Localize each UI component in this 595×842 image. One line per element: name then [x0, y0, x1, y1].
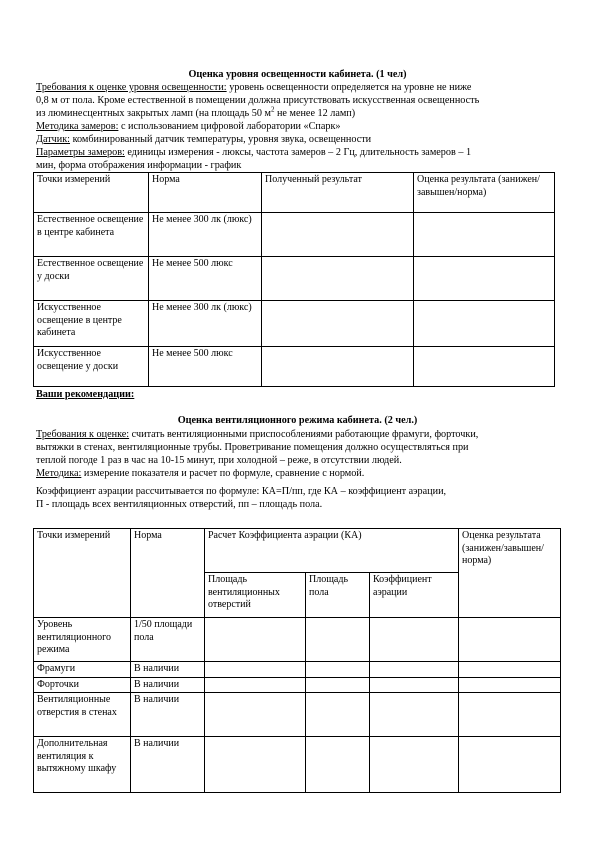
lighting-table-header [34, 173, 555, 213]
point-cell: Дополнительная вентиляция к вытяжному шкафу [34, 737, 131, 793]
table-row [34, 693, 561, 737]
table-row [34, 213, 555, 257]
norm-cell: Не менее 300 лк (люкс) [149, 301, 262, 347]
norm-cell: В наличии [131, 662, 205, 678]
vent-area-input-cell[interactable] [205, 618, 306, 662]
ventilation-method: Методика: измерение показателя и расчет по формуле, сравнение с нормой. [36, 468, 365, 479]
header-cell: Оценка результата (занижен/завышен/норма) [459, 529, 561, 618]
lighting-requirements-label: Требования к оценке уровня освещенности: [36, 82, 227, 93]
header-cell: Точки измерений [34, 173, 149, 213]
point-cell: Искусственное освещение у доски [34, 347, 149, 387]
aeration-formula-line1: Коэффициент аэрации рассчитывается по формуле: КА=П/пп, где КА – коэффициент аэрации, [36, 486, 447, 497]
aeration-coef-input-cell[interactable] [370, 618, 459, 662]
assessment-input-cell[interactable] [414, 213, 555, 257]
lighting-params-line1: Параметры замеров: единицы измерения - люксы, частота замеров – 2 Гц, длительность замеров – 1 [36, 147, 472, 158]
ventilation-requirements-label: Требования к оценке: [36, 429, 130, 440]
assessment-input-cell[interactable] [459, 693, 561, 737]
lighting-requirements-line1: Требования к оценке уровня освещенности: уровень освещенности определяется на уровне не ниже [36, 82, 472, 93]
norm-cell: Не менее 500 люкс [149, 257, 262, 301]
ventilation-requirements-line3: теплой погоде 1 раз в час на 10-15 минут, при холодной – реже, в отсутствии людей. [36, 455, 402, 466]
floor-area-input-cell[interactable] [306, 662, 370, 678]
norm-cell: В наличии [131, 677, 205, 693]
norm-cell: Не менее 300 лк (люкс) [149, 213, 262, 257]
table-row [34, 662, 561, 678]
ventilation-requirements-line2: вытяжки в стенах, вентиляционные трубы. Проветривание помещения должно осуществляться при [36, 442, 469, 453]
header-cell: Норма [131, 529, 205, 618]
header-cell: Расчет Коэффициента аэрации (КА) [205, 529, 459, 573]
aeration-coef-input-cell[interactable] [370, 693, 459, 737]
floor-area-input-cell[interactable] [306, 618, 370, 662]
subheader-cell: Площадь пола [306, 573, 370, 618]
norm-cell: В наличии [131, 737, 205, 793]
aeration-coef-input-cell[interactable] [370, 662, 459, 678]
floor-area-input-cell[interactable] [306, 693, 370, 737]
norm-cell: 1/50 площади пола [131, 618, 205, 662]
assessment-input-cell[interactable] [459, 662, 561, 678]
point-cell: Естественное освещение у доски [34, 257, 149, 301]
section1-title: Оценка уровня освещенности кабинета. (1 чел) [188, 69, 407, 80]
norm-cell: Не менее 500 люкс [149, 347, 262, 387]
lighting-params-line2: мин, форма отображения информации - график [36, 160, 242, 171]
aeration-coef-input-cell[interactable] [370, 737, 459, 793]
assessment-input-cell[interactable] [414, 301, 555, 347]
subheader-cell: Коэффициент аэрации [370, 573, 459, 618]
header-cell: Точки измерений [34, 529, 131, 618]
aeration-coef-input-cell[interactable] [370, 677, 459, 693]
ventilation-requirements-line1: Требования к оценке: считать вентиляционными приспособлениями работающие фрамуги, форточки, [36, 429, 479, 440]
aeration-formula-line2: П - площадь всех вентиляционных отверстий, пп – площадь пола. [36, 499, 323, 510]
result-input-cell[interactable] [262, 301, 414, 347]
result-input-cell[interactable] [262, 257, 414, 301]
table-row [34, 301, 555, 347]
point-cell: Форточки [34, 677, 131, 693]
lighting-sensor: Датчик: комбинированный датчик температуры, уровня звука, освещенности [36, 134, 372, 145]
point-cell: Вентиляционные отверстия в стенах [34, 693, 131, 737]
result-input-cell[interactable] [262, 213, 414, 257]
table-row [34, 677, 561, 693]
point-cell: Уровень вентиляционного режима [34, 618, 131, 662]
header-cell: Оценка результата (занижен/завышен/норма) [414, 173, 555, 213]
table-row [34, 347, 555, 387]
section2-title: Оценка вентиляционного режима кабинета. (2 чел.) [177, 415, 418, 426]
subheader-cell: Площадь вентиляционных отверстий [205, 573, 306, 618]
ventilation-method-label: Методика: [36, 468, 82, 479]
floor-area-input-cell[interactable] [306, 677, 370, 693]
floor-area-input-cell[interactable] [306, 737, 370, 793]
point-cell: Фрамуги [34, 662, 131, 678]
assessment-input-cell[interactable] [459, 737, 561, 793]
norm-cell: В наличии [131, 693, 205, 737]
ventilation-table [33, 528, 561, 793]
vent-area-input-cell[interactable] [205, 662, 306, 678]
assessment-input-cell[interactable] [414, 347, 555, 387]
lighting-table [33, 172, 555, 387]
lighting-method-label: Методика замеров: [36, 121, 119, 132]
header-cell: Норма [149, 173, 262, 213]
vent-area-input-cell[interactable] [205, 677, 306, 693]
lighting-sensor-label: Датчик: [36, 134, 71, 145]
ventilation-table-header [34, 529, 561, 573]
table-row [34, 257, 555, 301]
vent-area-input-cell[interactable] [205, 693, 306, 737]
lighting-method: Методика замеров: с использованием цифровой лаборатории «Спарк» [36, 121, 341, 132]
header-cell: Полученный результат [262, 173, 414, 213]
point-cell: Искусственное освещение в центре кабинета [34, 301, 149, 347]
assessment-input-cell[interactable] [459, 677, 561, 693]
result-input-cell[interactable] [262, 347, 414, 387]
lighting-params-label: Параметры замеров: [36, 147, 125, 158]
lighting-requirements-line2: 0,8 м от пола. Кроме естественной в помещении должна присутствовать искусственная освещенность [36, 95, 480, 106]
recommendations-label: Ваши рекомендации: [36, 389, 135, 400]
table-row [34, 618, 561, 662]
vent-area-input-cell[interactable] [205, 737, 306, 793]
assessment-input-cell[interactable] [414, 257, 555, 301]
table-row [34, 737, 561, 793]
assessment-input-cell[interactable] [459, 618, 561, 662]
point-cell: Естественное освещение в центре кабинета [34, 213, 149, 257]
lighting-requirements-line3: из люминесцентных закрытых ламп (на площадь 50 $м^2$ не менее 12 ламп) [36, 105, 356, 119]
